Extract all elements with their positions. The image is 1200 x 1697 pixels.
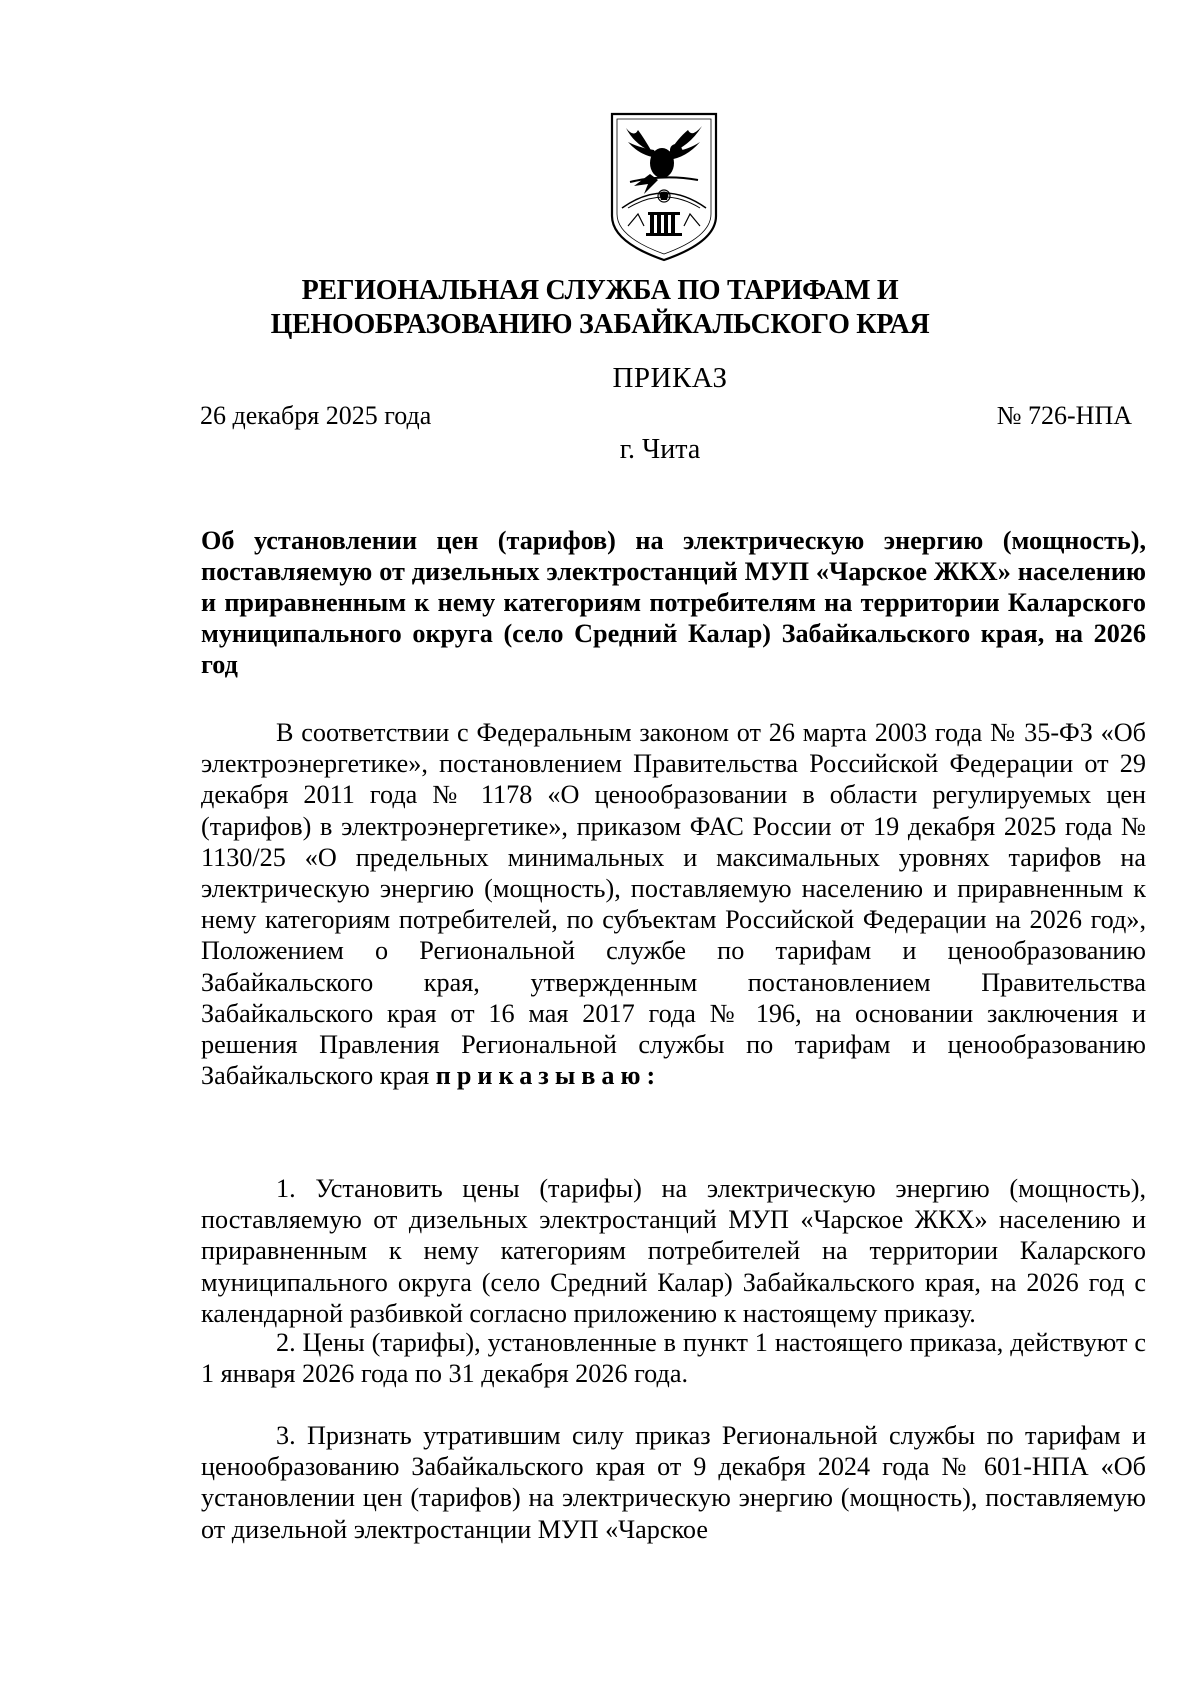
document-number: № 726-НПА: [996, 401, 1132, 430]
organization-name-line-1: РЕГИОНАЛЬНАЯ СЛУЖБА ПО ТАРИФАМ И: [301, 275, 899, 306]
decree-word: приказываю:: [435, 1061, 662, 1091]
document-city: г. Чита: [619, 434, 701, 465]
coat-of-arms-emblem: [604, 108, 724, 264]
preamble-paragraph: [201, 717, 1146, 1091]
organization-name-line-2: ЦЕНООБРАЗОВАНИЮ ЗАБАЙКАЛЬСКОГО КРАЯ: [270, 309, 930, 340]
item-3: 3. Признать утратившим силу приказ Региональной службы по тарифам и ценообразованию Забайкальского края от 9 декабря 2024 года № 601-НПА «Об установлении цен (тарифов) на электрическую энергию (мощность), поставляемую от дизельной электростанции МУП «Чарское: [201, 1421, 1146, 1544]
preamble-text: В соответствии с Федеральным законом от 26 марта 2003 года № 35-ФЗ «Об электроэнергетике», постановлением Правительства Российской Федерации от 29 декабря 2011 года № 1178 «О ценообразовании в области регулируемых цен (тарифов) в электроэнергетике», приказом ФАС России от 19 декабря 2025 года № 1130/25 «О предельных минимальных и максимальных уровнях тарифов на электрическую энергию (мощность), поставляемую населению и приравненным к нему категориям потребителей, по субъектам Российской Федерации на 2026 год», Положением о Региональной службе по тарифам и ценообразованию Забайкальского края, утвержденным постановлением Правительства Забайкальского края от 16 мая 2017 года № 196, на основании заключения и решения Правления Региональной службы по тарифам и ценообразованию Забайкальского края: [201, 718, 1146, 1091]
document-type: ПРИКАЗ: [612, 362, 728, 394]
item-2: 2. Цены (тарифы), установленные в пункт 1 настоящего приказа, действуют с 1 января 2026 года по 31 декабря 2026 года.: [201, 1328, 1146, 1389]
document-title: Об установлении цен (тарифов) на электрическую энергию (мощность), поставляемую от дизельных электростанций МУП «Чарское ЖКХ» населению и приравненным к нему категориям потребителям на территории Каларского муниципального округа (село Средний Калар) Забайкальского края, на 2026 год: [201, 526, 1146, 679]
document-date: 26 декабря 2025 года: [200, 401, 432, 430]
item-1: 1. Установить цены (тарифы) на электрическую энергию (мощность), поставляемую от дизельных электростанций МУП «Чарское ЖКХ» населению и приравненным к нему категориям потребителей на территории Каларского муниципального округа (село Средний Калар) Забайкальского края, на 2026 год с календарной разбивкой согласно приложению к настоящему приказу.: [201, 1174, 1146, 1328]
